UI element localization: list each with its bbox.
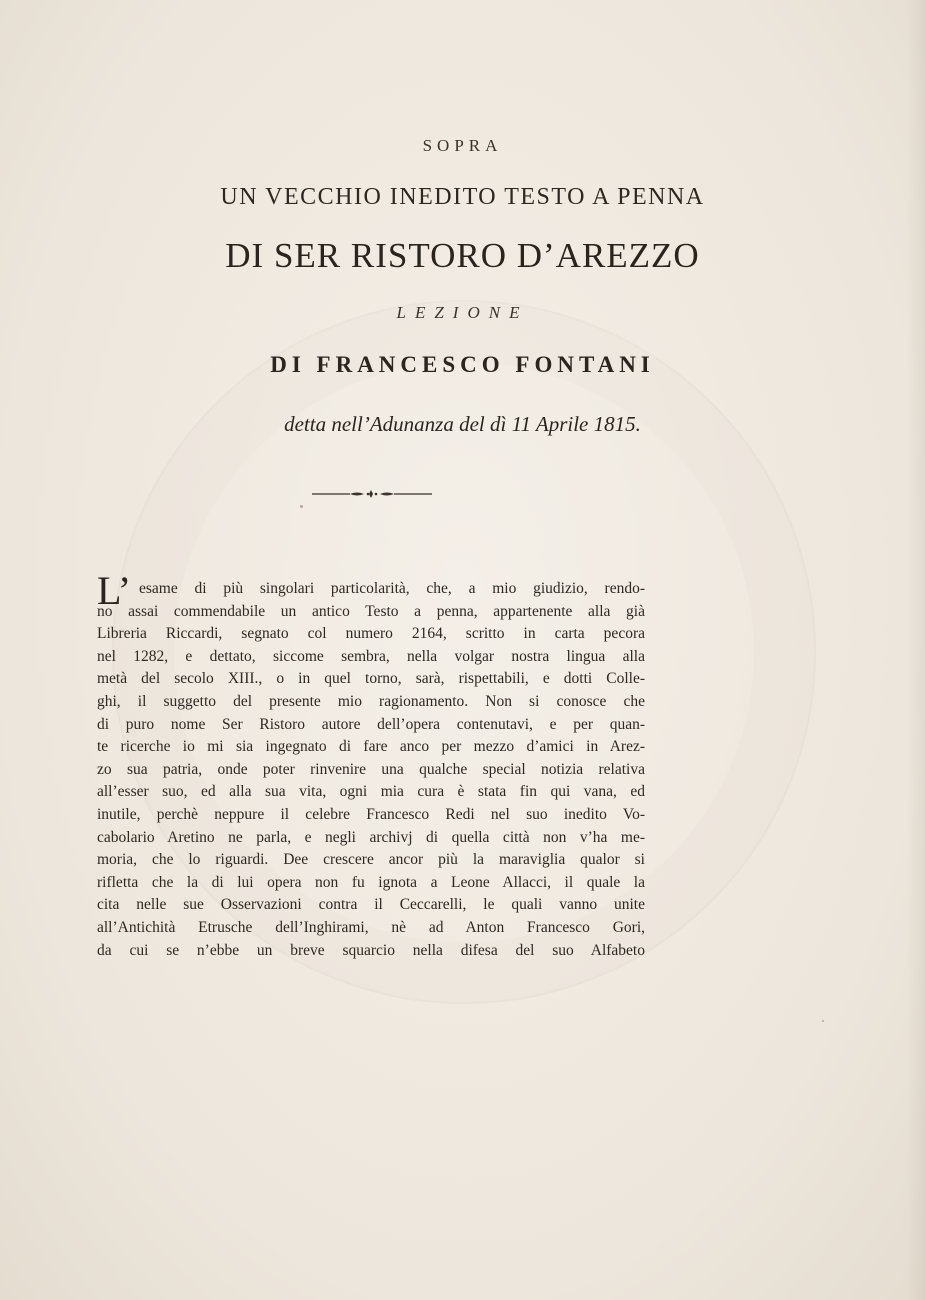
title-line-1: UN VECCHIO INEDITO TESTO A PENNA (220, 184, 705, 210)
text-line: Libreria Riccardi, segnato col numero 2164, scritto in carta pecora (97, 625, 645, 643)
drop-cap: L’ (97, 568, 132, 613)
date-line: detta nell’Adunanza del dì 11 Aprile 1815. (284, 412, 641, 436)
text-line: inutile, perchè neppure il celebre Francesco Redi nel suo inedito Vo- (97, 805, 645, 823)
text-line: nel 1282, e dettato, siccome sembra, nella volgar nostra lingua alla (97, 647, 645, 665)
text-line: rifletta che la di lui opera non fu ignota a Leone Allacci, il quale la (97, 873, 645, 891)
text-line: cabolario Aretino ne parla, e negli archivj di quella città non v’ha me- (97, 828, 645, 846)
body-paragraph (97, 578, 645, 962)
text-line: te ricerche io mi sia ingegnato di fare anco per mezzo d’amici in Arez- (97, 738, 645, 756)
text-line: esame di più singolari particolarità, che, a mio giudizio, rendo- (139, 580, 645, 597)
paper-speck (300, 505, 303, 508)
paper-speck (822, 1020, 824, 1022)
text-line: zo sua patria, onde poter rinvenire una qualche special notizia relativa (97, 760, 645, 778)
title-line-2: DI SER RISTORO D’AREZZO (225, 236, 700, 275)
text-line: ghi, il suggetto del presente mio ragionamento. Non si conosce che (97, 692, 645, 710)
text-line: di puro nome Ser Ristoro autore dell’opera contenutavi, e per quan- (97, 715, 645, 733)
text-line: da cui se n’ebbe un breve squarcio nella difesa del suo Alfabeto (97, 941, 645, 959)
text-line: no assai commendabile un antico Testo a penna, appartenente alla già (97, 602, 645, 620)
author-line: DI FRANCESCO FONTANI (270, 352, 655, 377)
text-line: cita nelle sue Osservazioni contra il Ceccarelli, le quali vanno unite (97, 896, 645, 914)
ornament-rule-icon (312, 488, 432, 500)
text-line: moria, che lo riguardi. Dee crescere ancor più la maraviglia qualor si (97, 851, 645, 869)
heading-lezione: LEZIONE (396, 303, 529, 322)
text-line: all’esser suo, ed alla sua vita, ogni mia cura è stata fin qui vana, ed (97, 783, 645, 801)
text-line: all’Antichità Etrusche dell’Inghirami, nè ad Anton Francesco Gori, (97, 918, 645, 936)
text-line: metà del secolo XIII., o in quel torno, sarà, rispettabili, e dotti Colle- (97, 670, 645, 688)
heading-sopra: SOPRA (422, 136, 503, 155)
